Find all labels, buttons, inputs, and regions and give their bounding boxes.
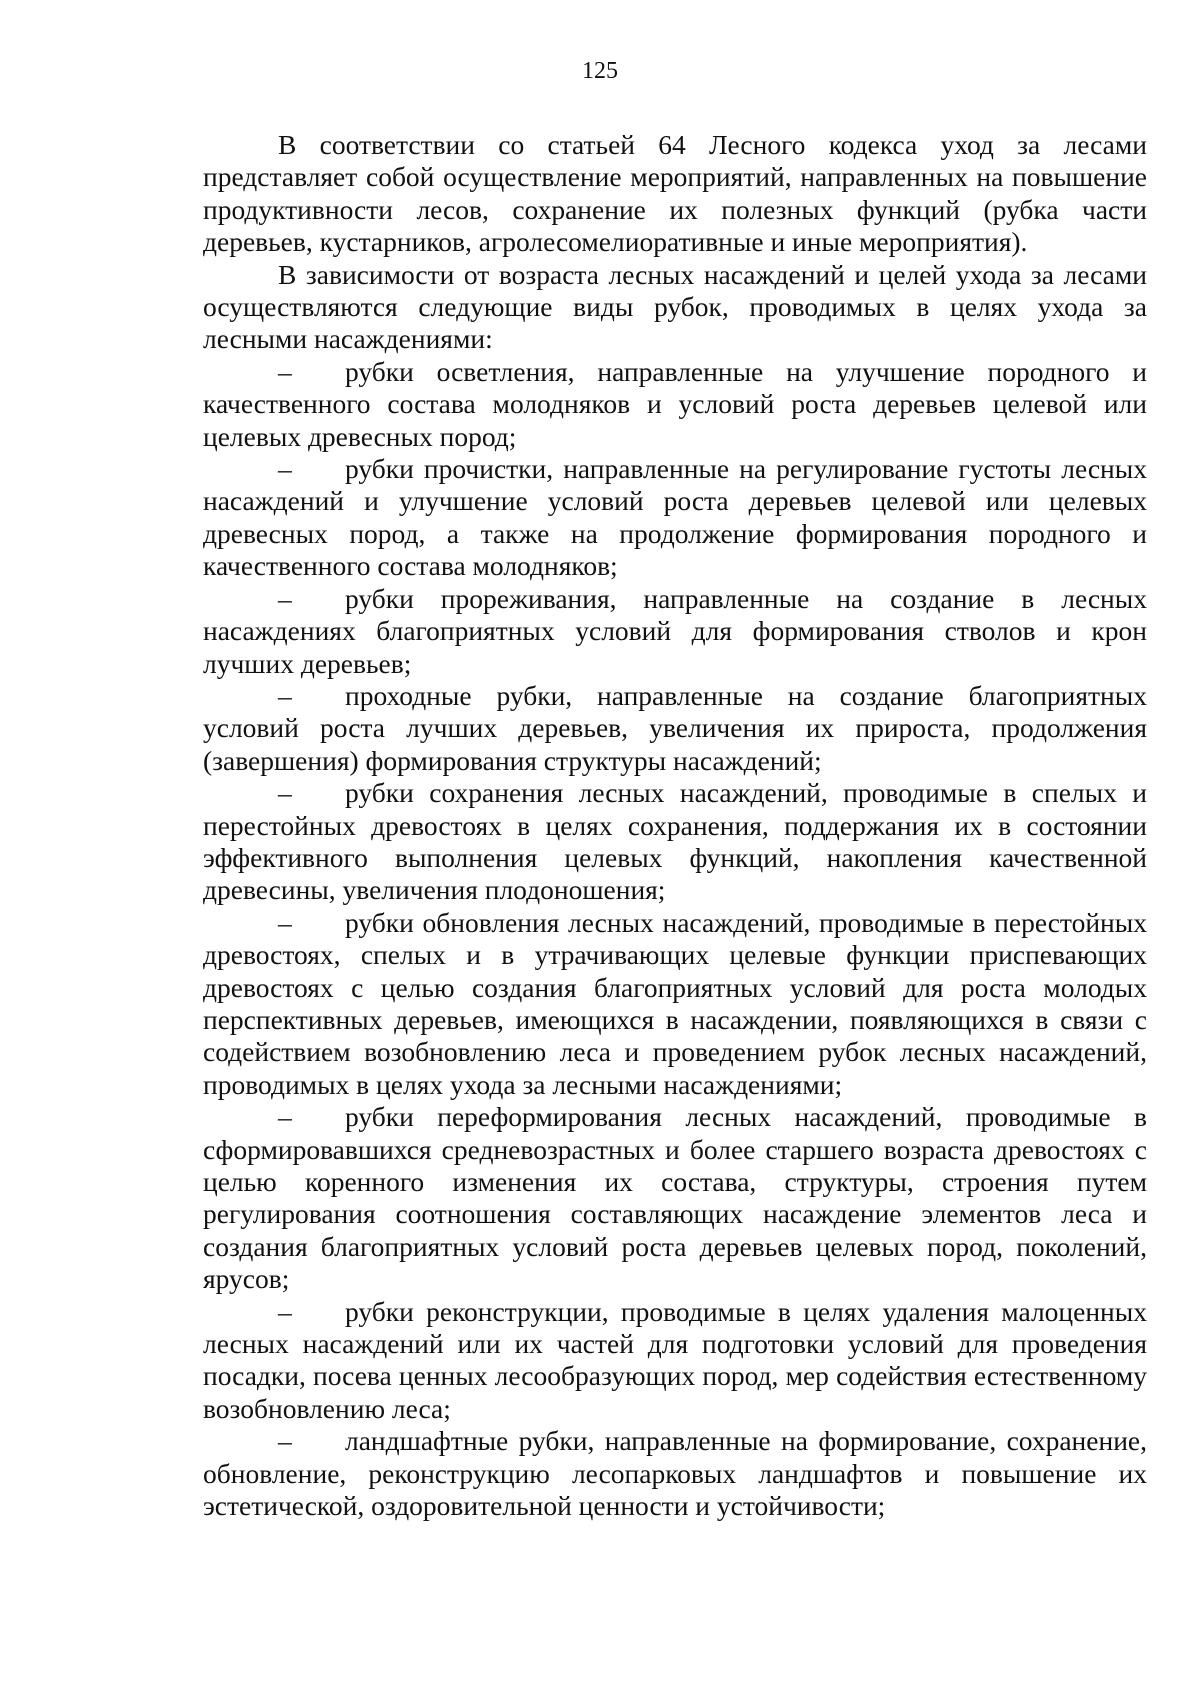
list-item-text: рубки реконструкции, проводимые в целях удаления малоценных лесных насаждений или их частей для подготовки условий для проведения посадки, посева ценных лесообразующих пород, мер содействия естественному возобновлению леса;: [203, 1295, 1147, 1424]
list-dash: –: [278, 355, 292, 387]
list-dash: –: [278, 777, 292, 809]
list-dash: –: [278, 1295, 292, 1327]
paragraph-list-lead: В зависимости от возраста лесных насаждений и целей ухода за лесами осуществляются следующие виды рубок, проводимых в целях ухода за лесными насаждениями:: [203, 258, 1147, 355]
list-dash: –: [278, 906, 292, 938]
list-dash: –: [278, 1101, 292, 1133]
list-item: [203, 1101, 1147, 1295]
list-dash: –: [278, 453, 292, 485]
list-item: [203, 777, 1147, 907]
list-item: [203, 907, 1147, 1101]
list-item: [203, 356, 1147, 453]
list-item-text: рубки прореживания, направленные на создание в лесных насаждениях благоприятных условий для формирования стволов и крон лучших деревьев;: [203, 582, 1147, 679]
list-item-text: рубки переформирования лесных насаждений, проводимые в сформировавшихся средневозрастных и более старшего возраста древостоях с целью коренного изменения их состава, структуры, строения путем регулирования соотношения составляющих насаждение элементов леса и создания благоприятных условий роста деревьев целевых пород, поколений, ярусов;: [203, 1101, 1147, 1295]
list-item-text: рубки прочистки, направленные на регулирование густоты лесных насаждений и улучшение условий роста деревьев целевой или целевых древесных пород, а также на продолжение формирования породного и качественного состава молодняков;: [203, 453, 1147, 582]
page-number: 125: [582, 58, 618, 84]
paragraph-intro: В соответствии со статьей 64 Лесного кодекса уход за лесами представляет собой осуществление мероприятий, направленных на повышение продуктивности лесов, сохранение их полезных функций (рубка части деревьев, кустарников, агролесомелиоративные и иные мероприятия).: [203, 129, 1147, 258]
list-item-text: рубки обновления лесных насаждений, проводимые в перестойных древостоях, спелых и в утрачивающих целевые функции приспевающих древостоях с целью создания благоприятных условий для роста молодых перспективных деревьев, имеющихся в насаждении, появляющихся в связи с содействием возобновлению леса и проведением рубок лесных насаждений, проводимых в целях ухода за лесными насаждениями;: [203, 906, 1147, 1100]
list-item-text: рубки осветления, направленные на улучшение породного и качественного состава молодняков и условий роста деревьев целевой или целевых древесных пород;: [203, 355, 1147, 452]
list-dash: –: [278, 582, 292, 614]
list-item-text: ландшафтные рубки, направленные на формирование, сохранение, обновление, реконструкцию лесопарковых ландшафтов и повышение их эстетической, оздоровительной ценности и устойчивости;: [203, 1425, 1147, 1522]
document-body: [203, 129, 1147, 1522]
list-item: [203, 1296, 1147, 1426]
list-item: [203, 583, 1147, 680]
list-item: [203, 453, 1147, 583]
list-item: [203, 680, 1147, 777]
list-item-text: проходные рубки, направленные на создание благоприятных условий роста лучших деревьев, увеличения их прироста, продолжения (завершения) формирования структуры насаждений;: [203, 679, 1147, 776]
list-item-text: рубки сохранения лесных насаждений, проводимые в спелых и перестойных древостоях в целях сохранения, поддержания их в состоянии эффективного выполнения целевых функций, накопления качественной древесины, увеличения плодоношения;: [203, 777, 1147, 906]
list-dash: –: [278, 1425, 292, 1457]
list-dash: –: [278, 679, 292, 711]
list-item: [203, 1425, 1147, 1522]
